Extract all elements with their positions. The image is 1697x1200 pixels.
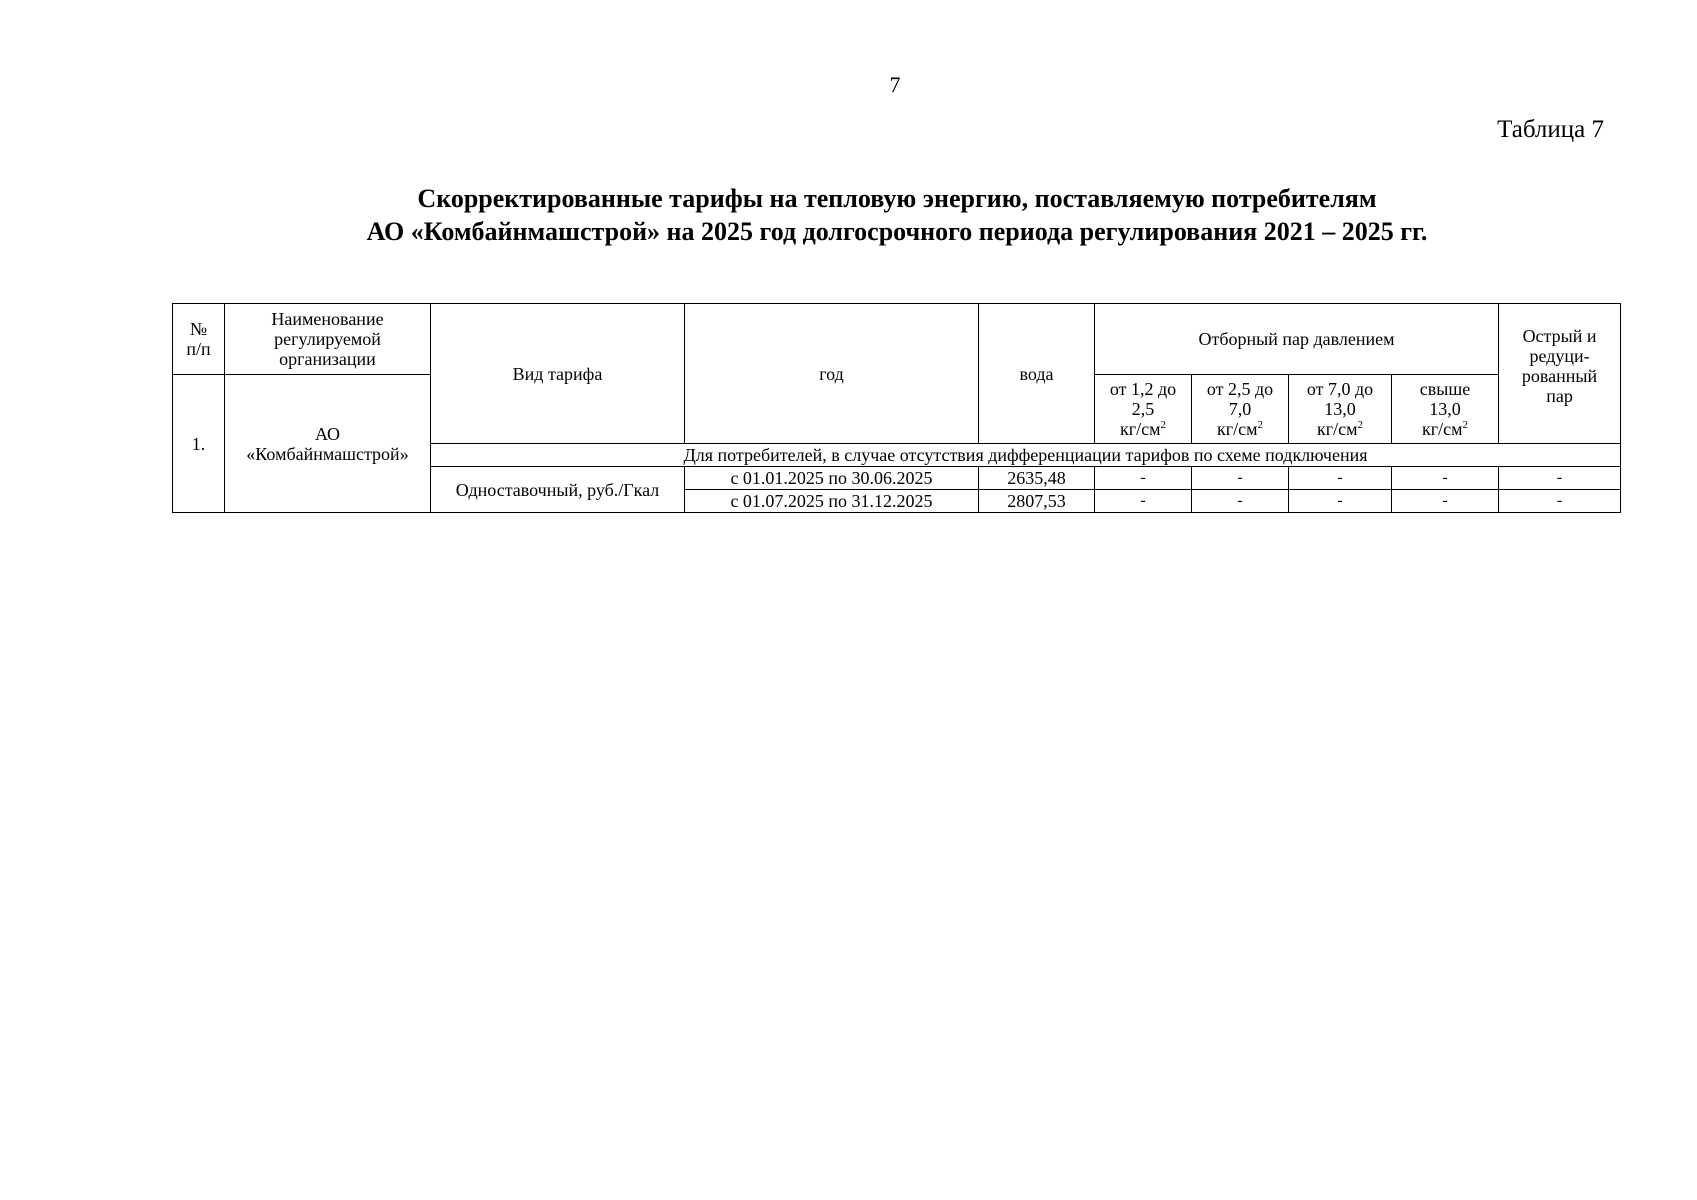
header-row-number: № п/п bbox=[173, 304, 225, 375]
steam-value: - bbox=[1095, 467, 1192, 490]
steam-value: - bbox=[1289, 467, 1392, 490]
steam-value: - bbox=[1392, 490, 1499, 513]
header-sharp-steam: Острый и редуци- рованный пар bbox=[1499, 304, 1621, 444]
header-tariff-type: Вид тарифа bbox=[431, 304, 685, 444]
water-value: 2635,48 bbox=[979, 467, 1095, 490]
page-number: 7 bbox=[889, 72, 901, 97]
header-steam-group: Отборный пар давлением bbox=[1095, 304, 1499, 375]
sharp-steam-value: - bbox=[1499, 467, 1621, 490]
tariff-table bbox=[172, 303, 1621, 513]
steam-value: - bbox=[1192, 490, 1289, 513]
row-number: 1. bbox=[173, 375, 225, 513]
steam-value: - bbox=[1192, 467, 1289, 490]
title-line-1: Скорректированные тарифы на тепловую энергию, поставляемую потребителям bbox=[417, 184, 1377, 213]
title-line-2: АО «Комбайнмашстрой» на 2025 год долгосрочного периода регулирования 2021 – 2025 гг. bbox=[366, 217, 1428, 246]
header-row-1 bbox=[173, 304, 1621, 375]
steam-value: - bbox=[1392, 467, 1499, 490]
water-value: 2807,53 bbox=[979, 490, 1095, 513]
header-steam-4: свыше 13,0 $кг/см^2$ bbox=[1392, 375, 1499, 444]
steam-value: - bbox=[1289, 490, 1392, 513]
header-organization: Наименование регулируемой организации bbox=[225, 304, 431, 375]
header-steam-3: от 7,0 до 13,0 $кг/см^2$ bbox=[1289, 375, 1392, 444]
sharp-steam-value: - bbox=[1499, 490, 1621, 513]
header-steam-1: от 1,2 до 2,5 $кг/см^2$ bbox=[1095, 375, 1192, 444]
tariff-type-value: Одноставочный, руб./Гкал bbox=[431, 467, 685, 513]
header-water: вода bbox=[979, 304, 1095, 444]
table-label: Таблица 7 bbox=[1497, 116, 1604, 143]
header-year: год bbox=[685, 304, 979, 444]
organization-name: АО «Комбайнмашстрой» bbox=[225, 375, 431, 513]
period-cell: с 01.07.2025 по 31.12.2025 bbox=[685, 490, 979, 513]
period-cell: с 01.01.2025 по 30.06.2025 bbox=[685, 467, 979, 490]
header-steam-2: от 2,5 до 7,0 $кг/см^2$ bbox=[1192, 375, 1289, 444]
document-title bbox=[172, 182, 1622, 248]
steam-value: - bbox=[1095, 490, 1192, 513]
section-label: Для потребителей, в случае отсутствия дифференциации тарифов по схеме подключения bbox=[431, 444, 1621, 467]
